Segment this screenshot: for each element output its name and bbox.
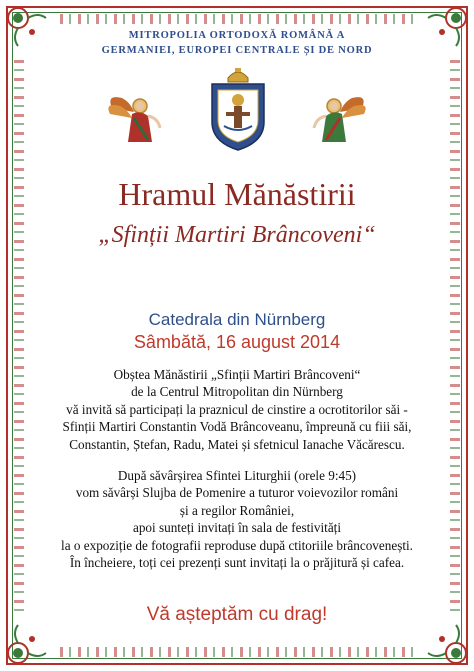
program-paragraph	[18, 467, 456, 571]
text-line: Sfinții Martiri Constantin Vodă Brâncoveanu, împreună cu fiii săi,	[62, 419, 412, 435]
text-line: vom săvârși Slujba de Pomenire a tuturor voievozilor români	[75, 485, 399, 501]
corner-ornament-icon	[426, 2, 472, 48]
page-subtitle: „Sfinții Martiri Brâncoveni“	[98, 222, 376, 248]
text-line: După săvârșirea Sfintei Liturghii (orele 9:45)	[117, 468, 357, 483]
corner-ornament-icon	[2, 623, 48, 669]
corner-ornament-icon	[426, 623, 472, 669]
bottom-border-ornament	[60, 647, 414, 657]
venue: Catedrala din Nürnberg	[148, 310, 326, 329]
text-line: și a regilor României,	[179, 502, 295, 518]
text-line: Constantin, Ștefan, Radu, Matei și sfetnicul Ianache Văcărescu.	[69, 436, 405, 452]
closing-line: Vă așteptăm cu drag!	[146, 604, 328, 625]
header-line-1: MITROPOLIA ORTODOXĂ ROMÂNĂ A	[128, 30, 346, 41]
text-line: În încheiere, toți cei prezenți sunt invitați la o prăjitură și cafea.	[69, 555, 405, 571]
top-border-ornament	[60, 14, 414, 24]
angel-icon	[104, 88, 166, 150]
event-date: Sâmbătă, 16 august 2014	[133, 332, 341, 352]
metropolis-coat-of-arms-icon	[204, 64, 272, 154]
text-line: Obștea Mănăstirii „Sfinții Martiri Brâncoveni“	[113, 367, 361, 382]
header-line-2: GERMANIEI, EUROPEI CENTRALE ȘI DE NORD	[101, 45, 373, 56]
angel-icon	[308, 88, 370, 150]
corner-ornament-icon	[2, 2, 48, 48]
text-line: vă invită să participați la praznicul de cinstire a ocrotitorilor săi -	[66, 401, 408, 417]
page-title: Hramul Mănăstirii	[118, 176, 356, 212]
text-line: la o expoziție de fotografii reproduse după ctitoriile brâncovenești.	[61, 537, 413, 553]
text-line: de la Centrul Mitropolitan din Nürnberg	[131, 384, 343, 400]
text-line: apoi sunteți invitați în sala de festivități	[132, 520, 342, 536]
invitation-paragraph	[18, 366, 456, 453]
